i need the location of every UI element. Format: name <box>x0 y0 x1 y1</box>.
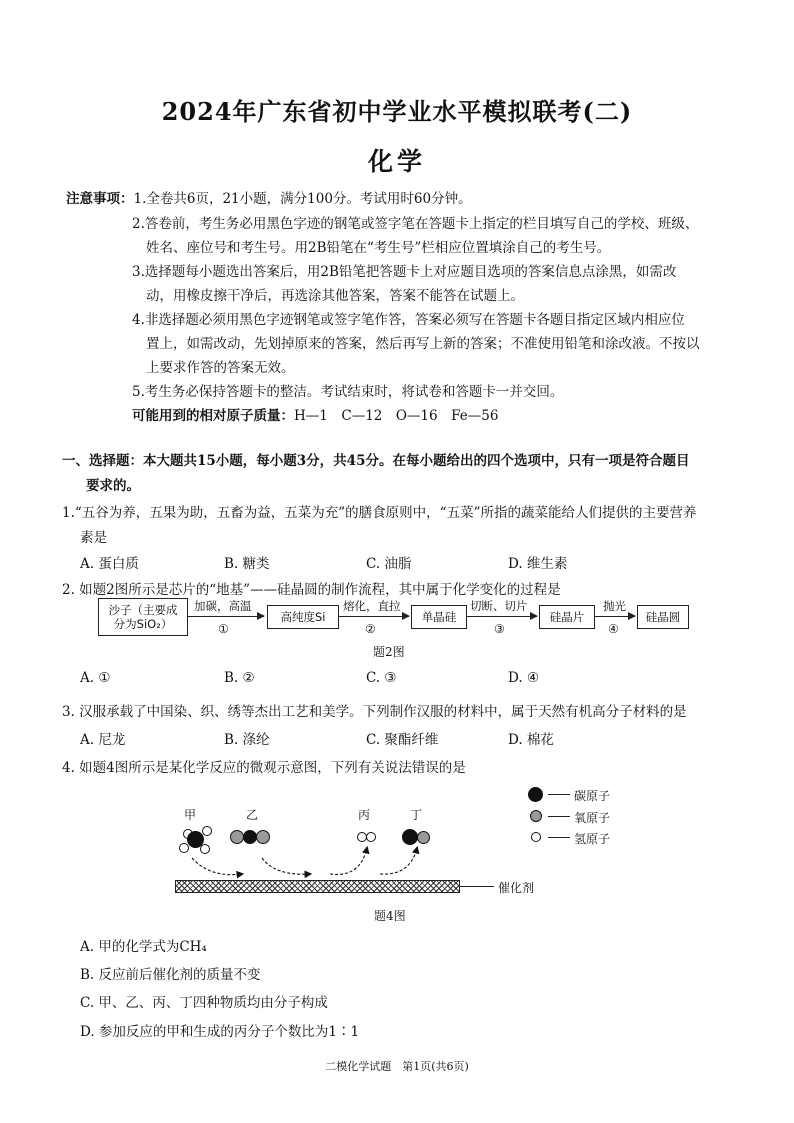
q3-stem: 3. 汉服承载了中国染、织、绣等杰出工艺和美学。下列制作汉服的材料中，属于天然有机高分子材料的是 <box>62 704 687 720</box>
flow-start-box: 沙子（主要成 分为SiO₂） <box>98 598 188 636</box>
legend-line <box>548 816 570 817</box>
q3-option-a: A. 尼龙 <box>80 732 126 748</box>
notice-label: 注意事项： <box>66 191 134 207</box>
flow-step1-number: ① <box>218 622 229 636</box>
q2-option-a: A. ① <box>80 670 111 686</box>
section-heading-cont: 要求的。 <box>86 478 140 494</box>
exam-title: 2024年广东省初中学业水平模拟联考(二) <box>161 97 633 126</box>
flow-step3-label: 切断、切片 <box>470 599 528 613</box>
label-yi: 乙 <box>246 808 259 822</box>
notice-line-7: 置上，如需改动，先划掉原来的答案，然后再写上新的答案；不准使用铅笔和涂改液。不按以 <box>146 336 700 352</box>
section-heading: 一、选择题：本大题共15小题，每小题3分，共45分。在每小题给出的四个选项中，只有一项是符合题目 <box>62 453 690 469</box>
q1-stem-cont: 素是 <box>80 530 107 546</box>
legend-oxygen-label: 氧原子 <box>574 811 611 825</box>
label-bing: 丙 <box>358 808 371 822</box>
flow-box-monocrystal-si: 单晶硅 <box>411 605 467 629</box>
flow-step2-number: ② <box>365 622 376 636</box>
flow-step1-label: 加碳，高温 <box>194 599 252 613</box>
q3-option-b: B. 涤纶 <box>224 732 270 748</box>
q4-stem: 4. 如题4图所示是某化学反应的微观示意图，下列有关说法错误的是 <box>62 760 466 776</box>
catalyst-bar <box>175 880 460 893</box>
hydrogen-atom <box>202 826 212 836</box>
notice-line-9: 5.考生务必保持答题卡的整洁。考试结束时，将试卷和答题卡一并交回。 <box>132 384 564 400</box>
label-ding: 丁 <box>410 808 423 822</box>
flow-arrow-2 <box>339 616 409 617</box>
q2-option-b: B. ② <box>224 670 255 686</box>
legend-oxygen-swatch <box>530 810 542 822</box>
q4-option-c: C. 甲、乙、丙、丁四种物质均由分子构成 <box>80 995 328 1011</box>
page-footer: 二模化学试题 第1页(共6页) <box>325 1060 469 1073</box>
notice-line-3: 姓名、座位号和考生号。用2B铅笔在“考生号”栏相应位置填涂自己的考生号。 <box>146 240 611 256</box>
flow-arrow-1 <box>188 616 264 617</box>
catalyst-label: 催化剂 <box>498 881 535 895</box>
q4-caption: 题4图 <box>374 909 406 923</box>
flow-step3-number: ③ <box>494 622 505 636</box>
q4-option-d: D. 参加反应的甲和生成的丙分子个数比为1∶1 <box>80 1024 360 1040</box>
legend-carbon-label: 碳原子 <box>574 789 611 803</box>
q2-option-c: C. ③ <box>366 670 397 686</box>
q1-stem: 1.“五谷为养，五果为助，五畜为益，五菜为充”的膳食原则中，“五菜”所指的蔬菜能给人们提供的主要营养 <box>62 505 697 521</box>
notice-line-2: 2.答卷前，考生务必用黑色字迹的钢笔或签字笔在答题卡上指定的栏目填写自己的学校、班级、 <box>132 216 699 232</box>
atomic-mass-line <box>132 404 498 424</box>
flow-box-wafer-slice: 硅晶片 <box>539 605 595 629</box>
q1-option-b: B. 糖类 <box>224 556 270 572</box>
q4-option-b: B. 反应前后催化剂的质量不变 <box>80 967 261 983</box>
legend-line <box>548 837 570 838</box>
legend-hydrogen-label: 氢原子 <box>574 832 611 846</box>
arrow-yi-to-catalyst <box>262 858 310 874</box>
arrow-catalyst-to-bing <box>330 848 367 874</box>
legend-carbon-swatch <box>528 787 543 802</box>
q2-caption: 题2图 <box>373 645 405 659</box>
legend-line <box>548 794 570 795</box>
flow-arrow-4 <box>595 616 635 617</box>
arrow-catalyst-to-ding <box>380 848 417 874</box>
notice-line-1: 注意事项：1.全卷共6页，21小题，满分100分。考试用时60分钟。 <box>66 191 472 207</box>
flow-arrow-3 <box>467 616 537 617</box>
q1-option-a: A. 蛋白质 <box>80 556 139 572</box>
reaction-arrows <box>170 840 470 882</box>
q3-option-c: C. 聚酯纤维 <box>366 732 439 748</box>
atomic-mass-label: 可能用到的相对原子质量： <box>132 408 294 424</box>
label-jia: 甲 <box>184 808 197 822</box>
flow-step4-number: ④ <box>608 622 619 636</box>
q1-option-d: D. 维生素 <box>508 556 568 572</box>
notice-line-8: 上要求作答的答案无效。 <box>146 360 295 376</box>
q4-option-a: A. 甲的化学式为CH₄ <box>80 939 207 955</box>
notice-line-5: 动，用橡皮擦干净后，再选涂其他答案，答案不能答在试题上。 <box>146 288 524 304</box>
q3-option-d: D. 棉花 <box>508 732 554 748</box>
catalyst-pointer-line <box>460 886 494 887</box>
subject-title: 化学 <box>367 147 426 176</box>
flow-box-silicon-wafer: 硅晶圆 <box>637 605 689 629</box>
flow-step2-label: 熔化，直拉 <box>343 599 401 613</box>
notice-line-6: 4.非选择题必须用黑色字迹钢笔或签字笔作答，答案必须写在答题卡各题目指定区域内相应位 <box>132 312 685 328</box>
arrow-jia-to-catalyst <box>192 858 242 875</box>
notice-line-4: 3.选择题每小题选出答案后，用2B铅笔把答题卡上对应题目选项的答案信息点涂黑，如需改 <box>132 264 677 280</box>
flow-box-high-purity-si: 高纯度Si <box>267 605 339 629</box>
q1-option-c: C. 油脂 <box>366 556 412 572</box>
legend-hydrogen-swatch <box>531 832 541 842</box>
q2-option-d: D. ④ <box>508 670 540 686</box>
atomic-mass-values: H—1 C—12 O—16 Fe—56 <box>294 408 499 424</box>
flow-step4-label: 抛光 <box>603 599 626 613</box>
q2-stem: 2. 如题2图所示是芯片的“地基”——硅晶圆的制作流程，其中属于化学变化的过程是 <box>62 582 561 598</box>
